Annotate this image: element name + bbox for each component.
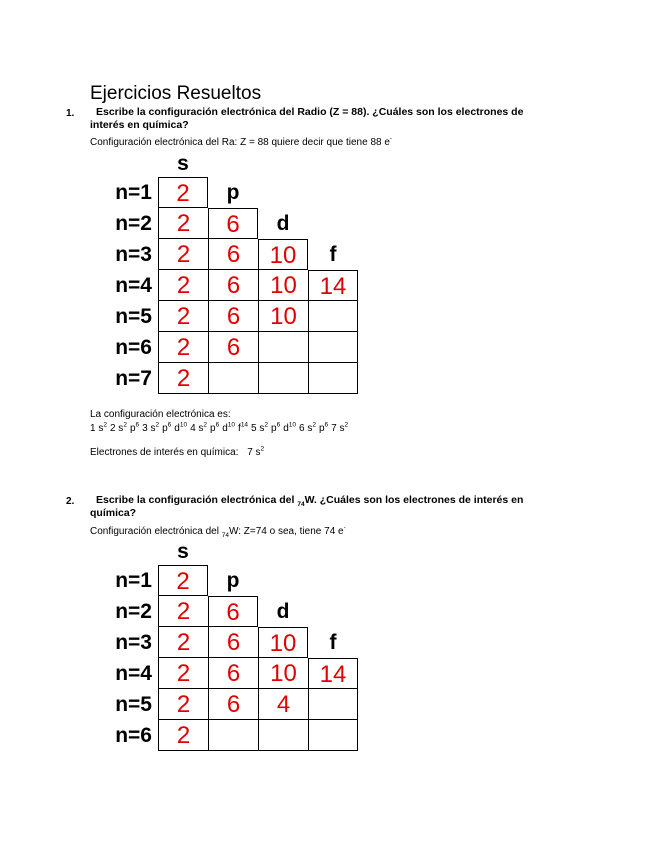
exercise-1-question bbox=[90, 106, 540, 132]
grid1-cell: 2 bbox=[158, 301, 208, 332]
grid2-cell bbox=[308, 720, 358, 751]
grid2-cell: 2 bbox=[158, 565, 208, 596]
grid2-cell: 14 bbox=[308, 658, 358, 689]
page-title: Ejercicios Resueltos bbox=[90, 83, 262, 104]
grid1-cell: 6 bbox=[208, 270, 258, 301]
grid2-header-p: p bbox=[226, 569, 240, 592]
exercise-1-intro-text: Configuración electrónica del Ra: Z = 88 quiere decir que tiene 88 e bbox=[90, 137, 390, 148]
config-term: 1 $s^2$ bbox=[90, 421, 107, 434]
exercise-1-number: 1. bbox=[66, 108, 75, 119]
grid2-row-label: n=3 bbox=[115, 631, 152, 654]
exercise-1-config-label: La configuración electrónica es: bbox=[90, 409, 231, 420]
config-term: 2 $s^2$ bbox=[109, 421, 127, 434]
grid1-cell: 14 bbox=[308, 270, 358, 301]
grid2-cell bbox=[308, 689, 358, 720]
grid1-cell: 6 bbox=[208, 239, 258, 270]
grid1-cell bbox=[308, 363, 358, 394]
grid2-cell: 2 bbox=[158, 627, 208, 658]
config-term: 5 $s^2$ bbox=[251, 421, 269, 434]
exercise-1-intro bbox=[90, 137, 392, 148]
exercise-1-question-line2: interés en química? bbox=[90, 119, 189, 131]
grid2-cell: 6 bbox=[208, 627, 258, 658]
grid2-cell: 2 bbox=[158, 689, 208, 720]
grid2-header-d: d bbox=[276, 600, 290, 623]
grid1-header-p: p bbox=[226, 181, 240, 204]
config-term: 4 $s^2$ bbox=[190, 421, 208, 434]
electron-charge-sup: - bbox=[389, 135, 393, 143]
grid1-header-s: s bbox=[177, 152, 189, 175]
config-term: 6 $s^2$ bbox=[299, 421, 316, 434]
config-term: $d^{10}$ bbox=[222, 421, 236, 434]
grid2-row-label: n=5 bbox=[115, 693, 152, 716]
grid1-cell bbox=[258, 332, 308, 363]
config-term: $d^{10}$ bbox=[174, 421, 188, 434]
grid2-row-label: n=6 bbox=[115, 724, 152, 747]
grid1-cell: 10 bbox=[258, 239, 308, 270]
config-term: 7 $s^2$ bbox=[331, 421, 349, 434]
grid1-cell: 2 bbox=[158, 363, 208, 394]
exercise-1-question-line1: Escribe la configuración electrónica del Radio (Z = 88). ¿Cuáles son los electrones de bbox=[96, 106, 524, 118]
grid2-cell: 6 bbox=[208, 658, 258, 689]
grid2-cell: 10 bbox=[258, 627, 308, 658]
grid2-header-s: s bbox=[177, 540, 189, 563]
exercise-1-config-formula bbox=[90, 423, 351, 434]
config-term: $p^6$ bbox=[162, 421, 172, 434]
exercise-2-question-line2: química? bbox=[90, 507, 137, 519]
config-term: $f^{14}$ bbox=[238, 421, 249, 434]
grid2-cell: 10 bbox=[258, 658, 308, 689]
grid2-row-label: n=1 bbox=[115, 569, 152, 592]
exercise-2-intro: Configuración electrónica del $_{74}$W: Z=74 o sea, tiene 74 e- bbox=[90, 524, 346, 539]
config-term: 3 $s^2$ bbox=[142, 421, 160, 434]
grid1-row-label: n=1 bbox=[115, 181, 152, 204]
grid1-cell bbox=[208, 363, 258, 394]
grid1-header-d: d bbox=[276, 212, 290, 235]
grid2-cell bbox=[258, 720, 308, 751]
grid1-cell: 10 bbox=[258, 301, 308, 332]
grid1-row-label: n=2 bbox=[115, 212, 152, 235]
grid1-row-label: n=6 bbox=[115, 336, 152, 359]
grid2-row-label: n=2 bbox=[115, 600, 152, 623]
grid1-header-f: f bbox=[329, 243, 337, 266]
grid2-cell: 4 bbox=[258, 689, 308, 720]
grid2-cell: 2 bbox=[158, 658, 208, 689]
interest-label: Electrones de interés en química: bbox=[90, 447, 239, 458]
grid1-row-label: n=7 bbox=[115, 367, 152, 390]
grid1-cell bbox=[308, 301, 358, 332]
grid2-cell: 6 bbox=[208, 689, 258, 720]
grid2-cell: 2 bbox=[158, 720, 208, 751]
grid2-cell bbox=[208, 720, 258, 751]
grid1-cell: 6 bbox=[208, 332, 258, 363]
grid1-cell: 6 bbox=[208, 301, 258, 332]
grid1-cell: 2 bbox=[158, 208, 208, 239]
grid1-row-label: n=5 bbox=[115, 305, 152, 328]
config-term: $p^6$ bbox=[129, 421, 140, 434]
grid1-cell: 6 bbox=[208, 208, 258, 239]
grid1-cell: 2 bbox=[158, 177, 208, 208]
grid1-row-label: n=4 bbox=[115, 274, 152, 297]
grid1-cell: 2 bbox=[158, 239, 208, 270]
interest-value: 7 $s^2$ bbox=[247, 445, 265, 458]
grid1-row-label: n=3 bbox=[115, 243, 152, 266]
exercise-1-interest bbox=[90, 447, 264, 458]
config-term: $p^6$ bbox=[210, 421, 220, 434]
grid1-cell bbox=[258, 363, 308, 394]
config-term: $d^{10}$ bbox=[283, 421, 296, 434]
grid1-cell: 10 bbox=[258, 270, 308, 301]
grid2-header-f: f bbox=[329, 631, 337, 654]
grid1-cell: 2 bbox=[158, 270, 208, 301]
exercise-2-number: 2. bbox=[66, 496, 75, 507]
grid2-cell: 2 bbox=[158, 596, 208, 627]
grid1-cell: 2 bbox=[158, 332, 208, 363]
config-term: $p^6$ bbox=[318, 421, 329, 434]
grid2-row-label: n=4 bbox=[115, 662, 152, 685]
config-term: $p^6$ bbox=[271, 421, 281, 434]
grid2-cell: 6 bbox=[208, 596, 258, 627]
grid1-cell bbox=[308, 332, 358, 363]
exercise-2-question: Escribe la configuración electrónica del $_{74}$W. ¿Cuáles son los electrones de interés en química? bbox=[90, 494, 524, 519]
